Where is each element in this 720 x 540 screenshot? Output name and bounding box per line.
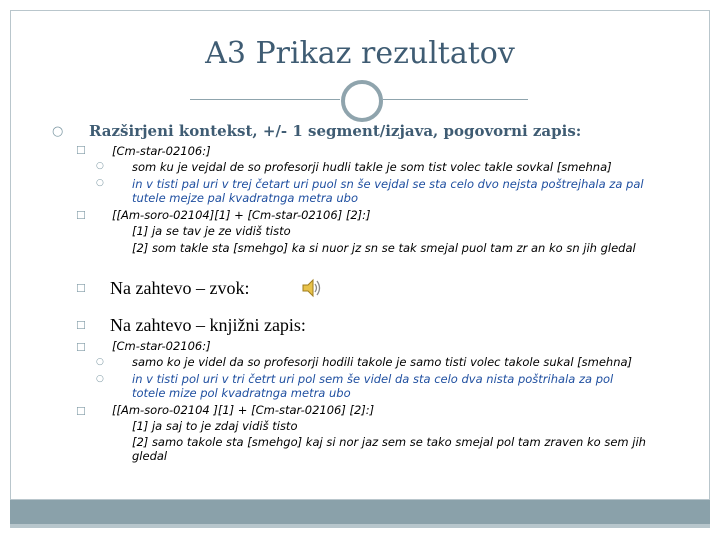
block1-line-3: tutele mejze pal kvadratnga metra ubo (132, 191, 358, 205)
block1-line-1: som ku je vejdal de so profesorji hudli takle je som tist volec takle sovkal [smehna] (132, 160, 612, 174)
square-bullet-icon: ☐ (76, 144, 86, 157)
block2-line-1: samo ko je videl da so profesorji hodili takole je samo tisti volec takole sukal [smehna] (132, 355, 633, 369)
ring-bullet-icon: ○ (96, 161, 104, 171)
ring-bullet-icon: ○ (96, 357, 104, 367)
text-item-label: Na zahtevo – knjižni zapis: (110, 315, 306, 335)
ring-bullet-icon: ○ (96, 374, 104, 384)
block2-line2-2: [2] samo takole sta [smehgo] kaj si nor jaz sem se tako smejal pol tam zraven ko sem jih (132, 435, 646, 449)
slide-title: A3 Prikaz rezultatov (205, 36, 515, 71)
block1-line2-1: [1] ja se tav je ze vidiš tisto (132, 224, 291, 238)
square-bullet-icon: ☐ (76, 282, 86, 295)
title-rule-right (383, 99, 528, 100)
title-circle-ornament (341, 80, 383, 122)
block2-line-2: in v tisti pol uri v tri četrt uri pol sem še videl da sta celo dva nista poštrihala za pol (132, 372, 614, 386)
block2-line2-3: gledal (132, 449, 168, 463)
block1-head2: [[Am-soro-02104][1] + [Cm-star-02106] [2]:] (112, 208, 371, 222)
square-bullet-icon: ☐ (76, 319, 86, 332)
sound-item-label: Na zahtevo – zvok: (110, 278, 250, 298)
square-bullet-icon: ☐ (76, 341, 86, 354)
square-bullet-icon: ☐ (76, 209, 86, 222)
footer-band (10, 500, 710, 524)
block1-line2-2: [2] som takle sta [smehgo] ka si nuor jz sn se tak smejal puol tam zr an ko sn jih gledal (132, 241, 636, 255)
block2-line2-1: [1] ja saj to je zdaj vidiš tisto (132, 419, 298, 433)
block2-line-3: totele mize pol kvadratnga metra ubo (132, 386, 351, 400)
speaker-icon[interactable] (300, 277, 322, 299)
ring-bullet-icon: ○ (96, 178, 104, 188)
section-heading: Razširjeni kontekst, +/- 1 segment/izjava, pogovorni zapis: (89, 122, 582, 140)
square-bullet-icon: ☐ (76, 405, 86, 418)
block2-head2: [[Am-soro-02104 ][1] + [Cm-star-02106] [2]:] (112, 403, 375, 417)
footer-band-light (10, 524, 710, 528)
title-rule-left (190, 99, 340, 100)
block1-head: [Cm-star-02106:] (112, 144, 211, 158)
block1-line-2: in v tisti pal uri v trej četart uri puol sn še vejdal se sta celo dvo nejsta poštrejhala za pal (132, 177, 644, 191)
circle-bullet-icon: ○ (52, 124, 64, 139)
block2-head: [Cm-star-02106:] (112, 339, 211, 353)
